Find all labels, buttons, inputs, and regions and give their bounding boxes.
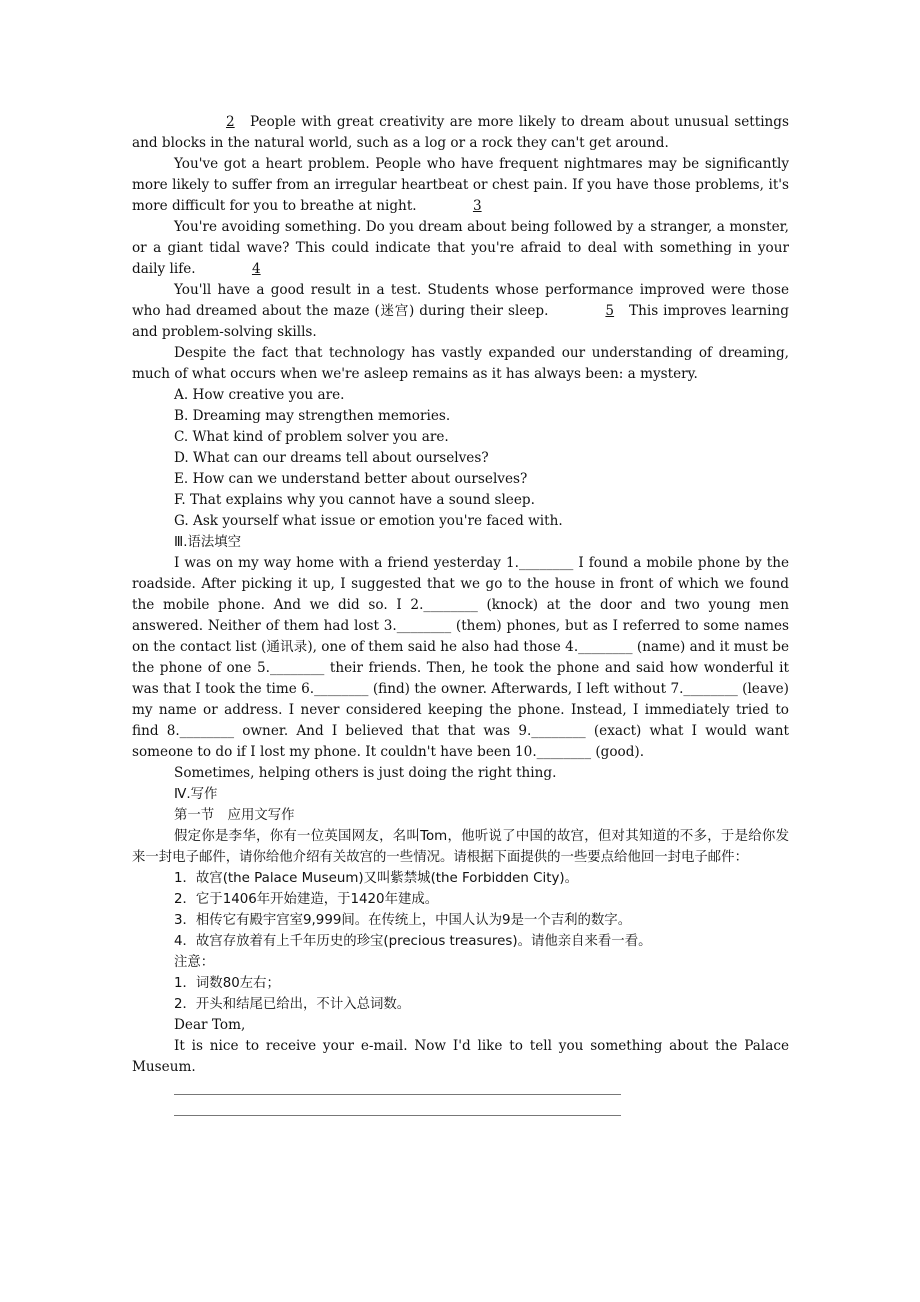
reading-text: People with great creativity are more likely to dream about unusual settings and blocks in the natural world, such as a log or a rock they can't get around. bbox=[132, 114, 789, 151]
answer-blank-2[interactable]: 2 bbox=[226, 114, 235, 130]
option-item: F. That explains why you cannot have a sound sleep. bbox=[174, 492, 535, 508]
reading-paragraph-1 bbox=[132, 112, 789, 154]
answer-writing-line[interactable] bbox=[174, 1115, 621, 1116]
key-point: 3．相传它有殿宇宫室9,999间。在传统上，中国人认为9是一个吉利的数字。 bbox=[174, 913, 632, 928]
key-point: 4．故宫存放着有上千年历史的珍宝(precious treasures)。请他亲自来看一看。 bbox=[174, 934, 652, 949]
note-item: 2．开头和结尾已给出，不计入总词数。 bbox=[174, 997, 411, 1012]
reading-text: You've got a heart problem. People who have frequent nightmares may be significantly more likely to suffer from an irregular heartbeat or chest pain. If you have those problems, it's more difficult for you to breathe at night. bbox=[132, 156, 789, 214]
letter-salutation: Dear Tom, bbox=[174, 1017, 246, 1033]
options-list bbox=[132, 385, 789, 532]
writing-section-title: 第一节 应用文写作 bbox=[174, 808, 295, 823]
writing-heading: Ⅳ.写作 bbox=[174, 787, 218, 802]
reading-text: You'll have a good result in a test. Students whose performance improved were those who had dreamed about the maze (迷宫) during their sleep. bbox=[132, 282, 789, 319]
reading-text: This improves learning and problem-solving skills. bbox=[132, 303, 789, 340]
key-point: 2．它于1406年开始建造，于1420年建成。 bbox=[174, 892, 439, 907]
answer-writing-line[interactable] bbox=[174, 1094, 621, 1095]
notes-heading: 注意： bbox=[174, 955, 215, 970]
option-item: E. How can we understand better about ourselves? bbox=[174, 471, 528, 487]
answer-blank-4[interactable]: 4 bbox=[251, 261, 261, 277]
letter-opening: It is nice to receive your e-mail. Now I'd like to tell you something about the Palace Museum. bbox=[132, 1038, 789, 1075]
key-point: 1．故宫(the Palace Museum)又叫紫禁城(the Forbidden City)。 bbox=[174, 871, 579, 886]
option-item: A. How creative you are. bbox=[174, 387, 345, 403]
option-item: B. Dreaming may strengthen memories. bbox=[174, 408, 451, 424]
option-item: G. Ask yourself what issue or emotion you're faced with. bbox=[174, 513, 563, 529]
reading-paragraph-3 bbox=[132, 217, 789, 280]
reading-paragraph-4 bbox=[132, 280, 789, 343]
note-item: 1．词数80左右； bbox=[174, 976, 280, 991]
reading-paragraph-2 bbox=[132, 154, 789, 217]
writing-prompt: 假定你是李华，你有一位英国网友，名叫Tom，他听说了中国的故宫，但对其知道的不多，于是给你发来一封电子邮件，请你给他介绍有关故宫的一些情况。请根据下面提供的一些要点给他回一封电子邮件： bbox=[132, 829, 789, 865]
reading-paragraph-5 bbox=[132, 343, 789, 385]
grammar-paragraph: I was on my way home with a friend yesterday 1.________ I found a mobile phone by the roadside. After picking it up, I suggested that we go to the house in front of which we found the mobile phone. And we did so. I 2.________ (knock) at the door and two young men answered. Neither of them had lost 3.________ (them) phones, but as I referred to some names on the contact list (通讯录), one of them said he also had those 4.________ (name) and it must be the phone of one 5.________ their friends. Then, he took the phone and said how wonderful it was that I took the time 6.________ (find) the owner. Afterwards, I left without 7.________ (leave) my name or address. I never considered keeping the phone. Instead, I immediately tried to find 8.________ owner. And I believed that that was 9.________ (exact) what I would want someone to do if I lost my phone. It couldn't have been 10.________ (good). bbox=[132, 555, 789, 760]
option-item: D. What can our dreams tell about ourselves? bbox=[174, 450, 489, 466]
exam-page bbox=[132, 112, 789, 1116]
grammar-closing: Sometimes, helping others is just doing the right thing. bbox=[174, 765, 557, 781]
answer-blank-5[interactable]: 5 bbox=[605, 303, 615, 319]
option-item: C. What kind of problem solver you are. bbox=[174, 429, 449, 445]
answer-blank-3[interactable]: 3 bbox=[472, 198, 482, 214]
grammar-heading: Ⅲ.语法填空 bbox=[174, 535, 242, 550]
key-points-list bbox=[132, 868, 789, 952]
reading-text: Despite the fact that technology has vastly expanded our understanding of dreaming, much of what occurs when we're asleep remains as it has always been: a mystery. bbox=[132, 345, 789, 382]
reading-text: You're avoiding something. Do you dream about being followed by a stranger, a monster, or a giant tidal wave? This could indicate that you're afraid to deal with something in your daily life. bbox=[132, 219, 789, 277]
